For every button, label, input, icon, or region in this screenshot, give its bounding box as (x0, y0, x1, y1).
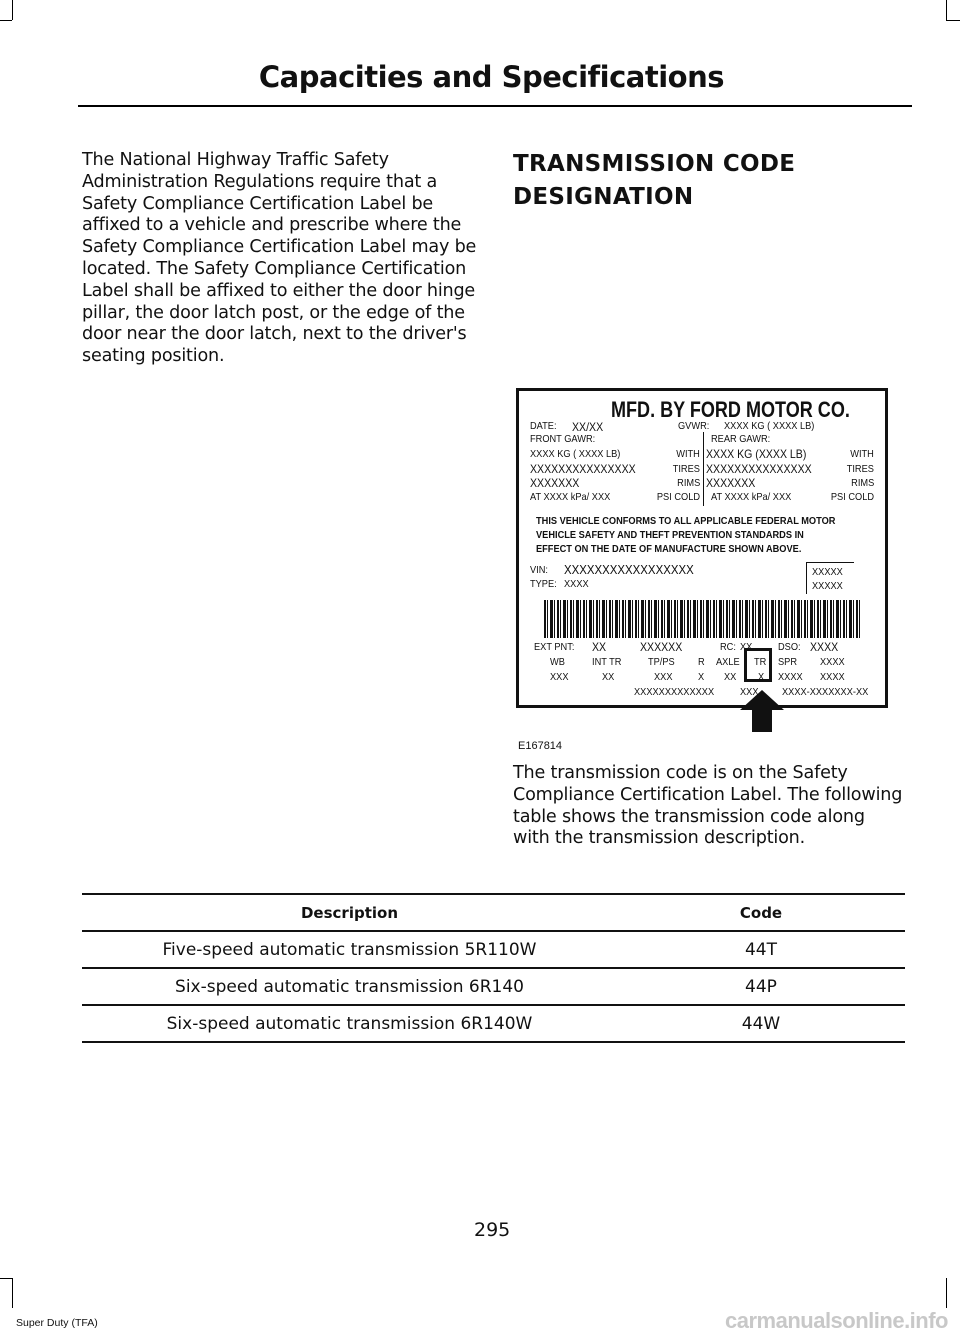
row-description: Six-speed automatic transmission 6R140 (82, 968, 617, 1005)
label-dso-value: XXXX (810, 640, 839, 654)
label-conformity-line-2: VEHICLE SAFETY AND THEFT PREVENTION STANDARDS IN (536, 529, 804, 541)
label-gvwr-label: GVWR: (678, 420, 710, 432)
header-code: Code (617, 894, 905, 931)
crop-mark-bottom-right-v (946, 1278, 947, 1308)
label-ext-pnt-value: XX (592, 640, 607, 654)
certification-label-figure (516, 388, 888, 708)
crop-mark-top-left-v (12, 0, 13, 20)
label-r-label: R (698, 656, 705, 668)
intro-paragraph: The National Highway Traffic Safety Administration Regulations require that a Safety Compliance Certification Label be affixed to a vehicle and prescribe where the Safety Compliance Certification Label may be located. The Safety Compliance Certification Label shall be affixed to either the door hinge pillar, the door latch post, or the edge of the door near the door latch, next to the driver's seating position. (82, 150, 477, 367)
label-conformity-line-1: THIS VEHICLE CONFORMS TO ALL APPLICABLE FEDERAL MOTOR (536, 515, 836, 527)
label-box-line-2: XXXXX (812, 580, 843, 592)
label-front-with: WITH (676, 448, 700, 460)
label-rc-value: XX (740, 641, 753, 653)
crop-mark-bottom-left-v (12, 1278, 13, 1308)
label-wb-label: WB (550, 656, 565, 668)
caption-paragraph: The transmission code is on the Safety Compliance Certification Label. The following table shows the transmission code along with the transmission description. (513, 763, 903, 849)
table-row (82, 1005, 905, 1042)
label-front-psi-cold: PSI COLD (656, 491, 700, 503)
label-axle-value: XX (724, 671, 737, 683)
label-tr-label: TR (754, 656, 767, 668)
label-vin-value: XXXXXXXXXXXXXXXXX (564, 562, 694, 577)
label-rear-rims: RIMS (850, 477, 874, 489)
label-maker: MFD. BY FORD MOTOR CO. (611, 397, 850, 422)
label-front-line2: XXXXXXXXXXXXXXX (530, 462, 636, 476)
label-dso-label: DSO: (778, 641, 801, 653)
label-spr-value: XXXX (778, 671, 803, 683)
footer-label: Super Duty (TFA) (16, 1317, 98, 1329)
section-heading: TRANSMISSION CODE DESIGNATION (513, 151, 796, 210)
header-description: Description (82, 894, 617, 931)
label-rear-psi-cold: PSI COLD (830, 491, 874, 503)
label-int-tr-value: XX (602, 671, 615, 683)
label-spr-label: SPR (778, 656, 798, 668)
label-ext-code: XXXXXX (640, 640, 683, 654)
label-front-at: AT XXXX kPa/ XXX (530, 491, 611, 503)
label-tr-value: X (758, 671, 765, 683)
crop-mark-top-right-v (946, 0, 947, 20)
row-code: 44T (617, 931, 905, 968)
label-conformity-line-3: EFFECT ON THE DATE OF MANUFACTURE SHOWN ABOVE. (536, 543, 802, 555)
transmission-code-highlight-box (744, 648, 772, 682)
header-rule (78, 105, 912, 107)
label-type-label: TYPE: (530, 578, 557, 590)
page-number: 295 (474, 1219, 511, 1241)
label-barcode (544, 600, 862, 638)
table-header-row (82, 894, 905, 931)
label-int-tr-label: INT TR (592, 656, 622, 668)
label-front-rims: RIMS (676, 477, 700, 489)
label-rear-line3: XXXXXXX (706, 476, 756, 490)
label-vin-label: VIN: (530, 564, 548, 576)
label-front-line3: XXXXXXX (530, 476, 580, 490)
label-bottom-right: XXXX-XXXXXXX-XX (782, 686, 869, 698)
arrow-up-icon (740, 690, 784, 732)
label-front-gawr-label: FRONT GAWR: (530, 433, 596, 445)
label-front-gawr-value: XXXX KG ( XXXX LB) (530, 448, 621, 460)
label-box-divider (806, 562, 807, 594)
label-rc-label: RC: (720, 641, 736, 653)
page-header-title: Capacities and Specifications (258, 60, 724, 94)
label-rear-tires: TIRES (846, 463, 874, 475)
label-last-value: XXXX (820, 671, 845, 683)
label-last-label: XXXX (820, 656, 845, 668)
label-bottom-small: XXX (740, 686, 759, 698)
crop-mark-top-left-h (0, 20, 12, 21)
label-rear-line2: XXXXXXXXXXXXXXX (706, 462, 812, 476)
label-box-top (806, 562, 854, 563)
label-r-value: X (698, 671, 705, 683)
row-description: Six-speed automatic transmission 6R140W (82, 1005, 617, 1042)
label-ext-pnt-label: EXT PNT: (534, 641, 575, 653)
label-box-line-1: XXXXX (812, 566, 843, 578)
label-rear-with: WITH (850, 448, 874, 460)
label-rear-gawr-value: XXXX KG (XXXX LB) (706, 447, 807, 461)
label-gawr-divider (703, 432, 704, 506)
label-tp-ps-label: TP/PS (648, 656, 675, 668)
label-axle-label: AXLE (716, 656, 740, 668)
crop-mark-bottom-left-h (0, 1278, 12, 1279)
row-code: 44P (617, 968, 905, 1005)
crop-mark-top-right-h (946, 20, 960, 21)
label-gvwr-value: XXXX KG ( XXXX LB) (724, 420, 815, 432)
label-date-value: XX/XX (572, 420, 604, 434)
row-description: Five-speed automatic transmission 5R110W (82, 931, 617, 968)
row-code: 44W (617, 1005, 905, 1042)
watermark: carmanualsonline.info (725, 1308, 948, 1333)
table-row (82, 968, 905, 1005)
label-date-label: DATE: (530, 420, 557, 432)
label-type-value: XXXX (564, 578, 589, 590)
label-rear-at: AT XXXX kPa/ XXX (711, 491, 792, 503)
label-wb-value: XXX (550, 671, 569, 683)
label-rear-gawr-label: REAR GAWR: (711, 433, 771, 445)
label-front-tires: TIRES (672, 463, 700, 475)
figure-id: E167814 (518, 740, 563, 752)
transmission-code-table (82, 893, 905, 1043)
table-row (82, 931, 905, 968)
label-bottom-code: XXXXXXXXXXXXX (634, 686, 715, 698)
label-tp-ps-value: XXX (654, 671, 673, 683)
